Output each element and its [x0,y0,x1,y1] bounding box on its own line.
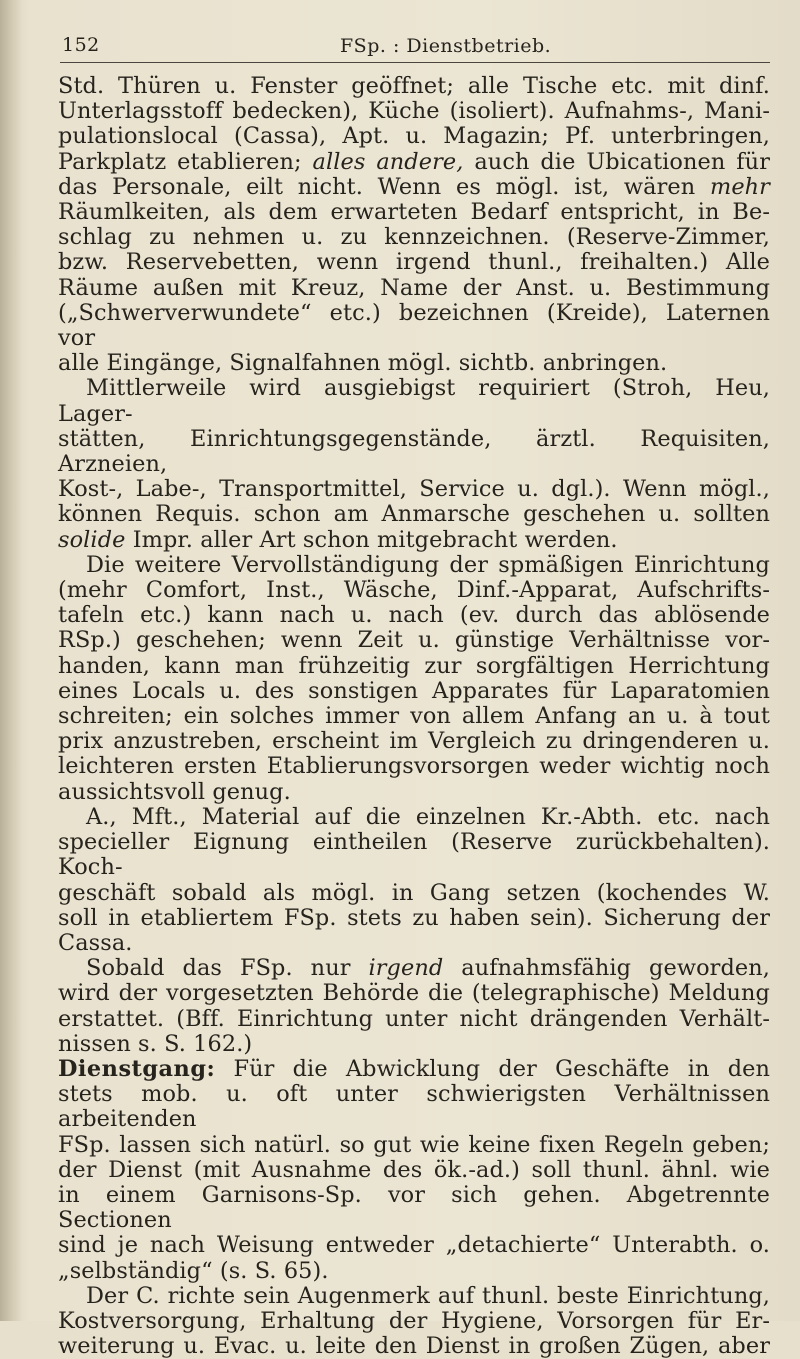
text-line: wird der vorgesetzten Behörde die (telegraphische) Meldung [58,980,770,1007]
text-line: alle Eingänge, Signalfahnen mögl. sichtb. anbringen. [58,350,668,377]
text-line: stets mob. u. oft unter schwierigsten Verhältnissen arbeitenden [58,1081,770,1133]
body-text [58,74,770,1359]
text-line: geschäft sobald als mögl. in Gang setzen (kochendes W. [58,879,770,906]
text-line: der Dienst (mit Ausnahme des ök.-ad.) soll thunl. ähnl. wie [58,1156,770,1183]
text-span: Parkplatz etablieren; [58,148,313,175]
text-line: eines Locals u. des sonstigen Apparates für Laparatomien [58,677,770,704]
text-line: soll in etabliertem FSp. stets zu haben sein). Sicherung der [58,904,770,931]
text-line: Der C. richte sein Augenmerk auf thunl. beste Einrichtung, [86,1282,770,1309]
text-span: auch die Ubicationen für [474,148,770,175]
emphasis-text: mehr [709,173,770,200]
text-line [58,528,770,553]
emphasis-text: solide [58,526,126,553]
text-line: „selbständig“ (s. S. 65). [58,1257,329,1284]
text-line: handen, kann man frühzeitig zur sorgfältigen Herrichtung [58,652,770,679]
text-line: A., Mft., Material auf die einzelnen Kr.-Abth. etc. nach [86,803,770,830]
text-line: Räume außen mit Kreuz, Name der Anst. u. Bestimmung [58,274,770,301]
text-line [58,150,770,175]
text-line: Kostversorgung, Erhaltung der Hygiene, Vorsorgen für Er- [58,1307,770,1334]
text-line: aussichtsvoll genug. [58,778,291,805]
text-line: nissen s. S. 162.) [58,1030,253,1057]
text-span: Sobald das FSp. nur [86,955,369,982]
text-line [58,956,770,981]
text-line: schreiten; ein solches immer von allem Anfang an u. à tout [58,703,770,730]
text-line: sind je nach Weisung entweder „detachierte“ Unterabth. o. [58,1232,770,1259]
text-line: stätten, Einrichtungsgegenstände, ärztl. Requisiten, Arzneien, [58,425,770,478]
text-line: Unterlagsstoff bedecken), Küche (isoliert). Aufnahms-, Mani- [58,98,770,125]
page-number: 152 [62,34,100,56]
text-line: tafeln etc.) kann nach u. nach (ev. durch das ablösende [58,602,770,629]
emphasis-text: irgend [368,955,444,982]
text-line: Die weitere Vervollständigung der spmäßigen Einrichtung [86,551,770,578]
text-line: schlag zu nehmen u. zu kennzeichnen. (Reserve-Zimmer, [58,224,770,251]
text-line: bzw. Reservebetten, wenn irgend thunl., freihalten.) Alle [58,249,770,276]
text-line: RSp.) geschehen; wenn Zeit u. günstige Verhältnisse vor- [58,627,770,654]
text-line: specieller Eignung eintheilen (Reserve zurückbehalten). Koch- [58,829,770,881]
text-line: Kost-, Labe-, Transportmittel, Service u. dgl.). Wenn mögl., [58,476,770,503]
text-line: erstattet. (Bff. Einrichtung unter nicht drängenden Verhält- [58,1005,770,1032]
text-line: Cassa. [58,929,133,956]
emphasis-text: alles andere, [312,148,464,175]
page-header [60,34,770,63]
text-line: können Requis. schon am Anmarsche geschehen u. sollten [58,501,770,528]
text-line: FSp. lassen sich natürl. so gut wie keine fixen Regeln geben; [58,1131,770,1158]
text-line [58,1057,770,1082]
text-span: Für die Abwicklung der Geschäfte in den [215,1055,770,1082]
text-span: aufnahmsfähig geworden, [443,955,770,982]
section-heading: Dienstgang: [58,1055,216,1082]
text-line: Mittlerweile wird ausgiebigst requiriert (Stroh, Heu, Lager- [58,375,770,427]
page-spine-shadow [0,0,22,1321]
text-line: leichteren ersten Etablierungsvorsorgen weder wichtig noch [58,753,770,780]
text-span: Impr. aller Art schon mitgebracht werden. [125,526,618,553]
text-span: das Personale, eilt nicht. Wenn es mögl. ist, wären [58,173,710,200]
text-line: Std. Thüren u. Fenster geöffnet; alle Tische etc. mit dinf. [58,73,770,99]
running-title: FSp. : Dienstbetrieb. [340,35,552,57]
text-line: pulationslocal (Cassa), Apt. u. Magazin; Pf. unterbringen, [58,123,770,150]
text-line: Räumlkeiten, als dem erwarteten Bedarf entspricht, in Be- [58,199,770,226]
text-line: („Schwerverwundete“ etc.) bezeichnen (Kreide), Laternen vor [58,299,770,352]
text-line: weiterung u. Evac. u. leite den Dienst in großen Zügen, aber [58,1333,770,1359]
text-line: in einem Garnisons-Sp. vor sich gehen. Abgetrennte Sectionen [58,1181,770,1234]
text-line [58,175,770,200]
text-line: prix anzustreben, erscheint im Vergleich zu dringenderen u. [58,728,770,755]
text-line: (mehr Comfort, Inst., Wäsche, Dinf.-Apparat, Aufschrifts- [58,577,770,604]
